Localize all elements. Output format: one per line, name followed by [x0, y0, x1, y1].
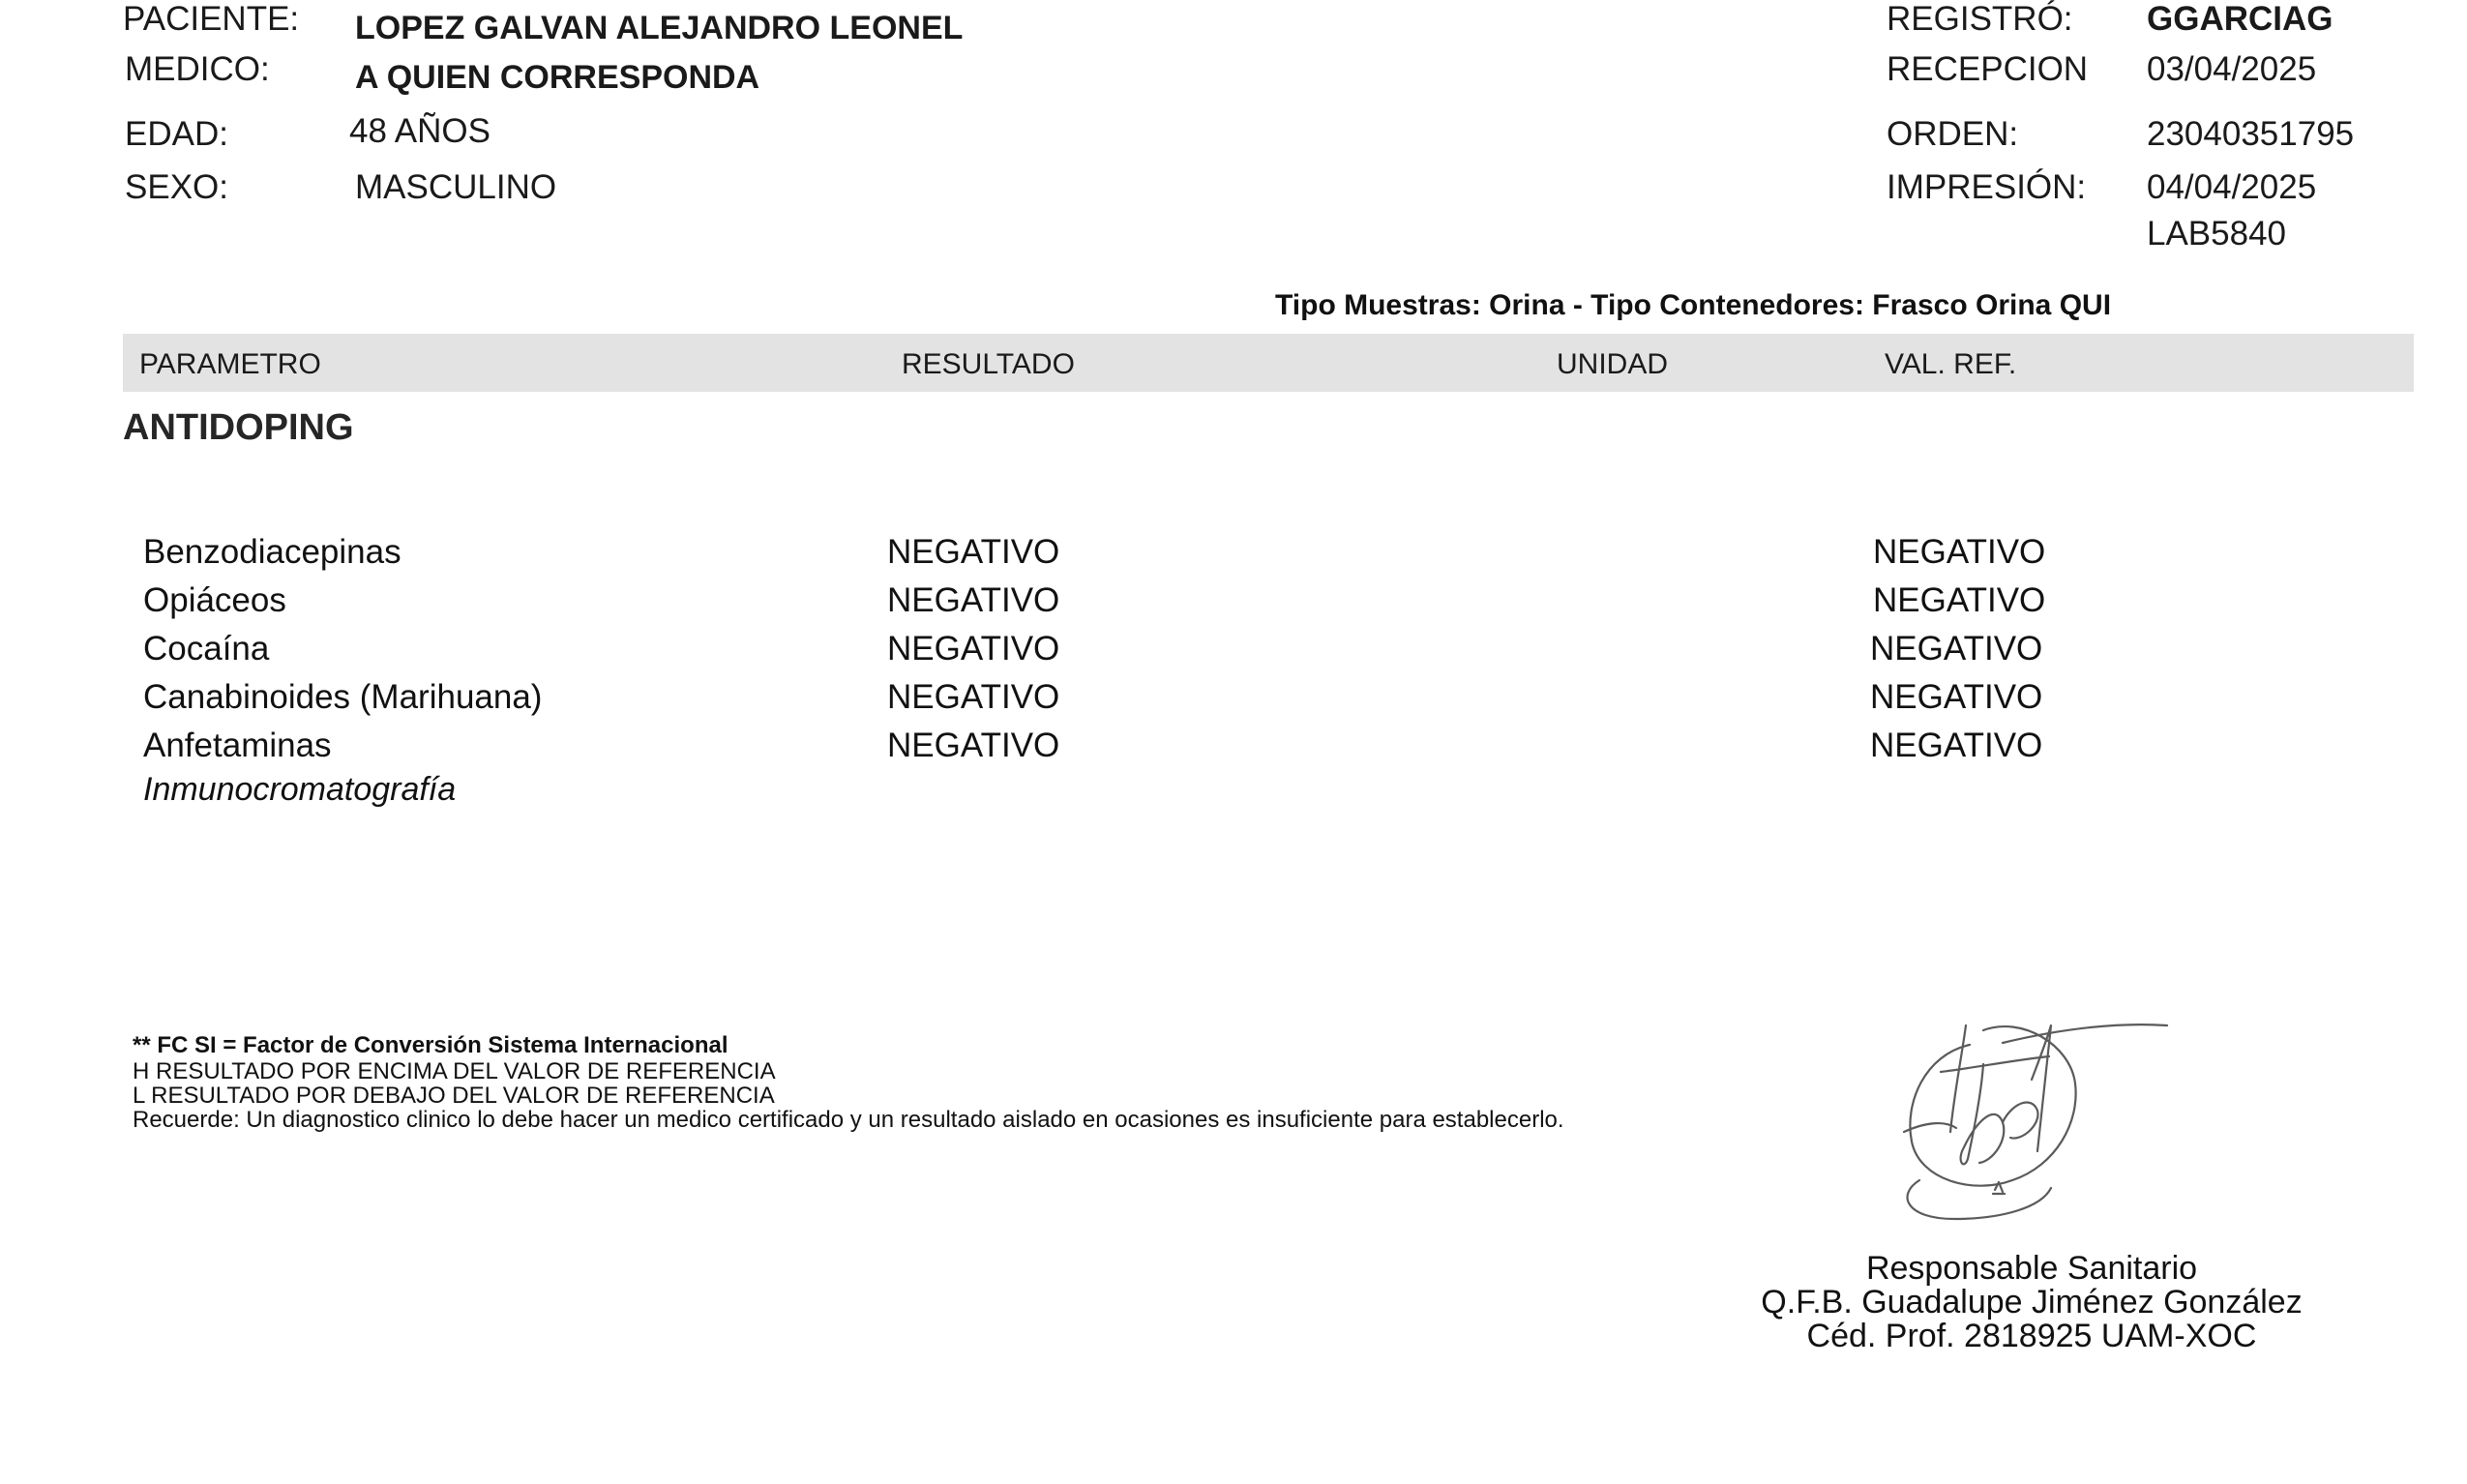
doctor-name: A QUIEN CORRESPONDA: [355, 59, 760, 96]
age-label: EDAD:: [125, 115, 228, 153]
row-parameter: Cocaína: [143, 630, 270, 668]
orden-label: ORDEN:: [1887, 115, 2019, 153]
sex-value: MASCULINO: [355, 168, 557, 206]
signature-name: Q.F.B. Guadalupe Jiménez González: [1761, 1284, 2303, 1321]
impresion-label: IMPRESIÓN:: [1887, 168, 2087, 206]
col-header-unidad: UNIDAD: [1557, 348, 1669, 380]
orden-value: 23040351795: [2147, 115, 2355, 153]
row-parameter: Canabinoides (Marihuana): [143, 678, 543, 716]
patient-name: LOPEZ GALVAN ALEJANDRO LEONEL: [355, 10, 964, 46]
sample-info: Tipo Muestras: Orina - Tipo Contenedores: Frasco Orina QUI: [1275, 289, 2112, 321]
signature-title: Responsable Sanitario: [1865, 1250, 2198, 1287]
patient-label: PACIENTE:: [123, 0, 300, 38]
row-reference: NEGATIVO: [1870, 727, 2043, 764]
age-value: 48 AÑOS: [349, 112, 490, 150]
row-reference: NEGATIVO: [1870, 678, 2043, 716]
signature-license: Céd. Prof. 2818925 UAM-XOC: [1806, 1318, 2257, 1354]
sex-label: SEXO:: [125, 168, 228, 206]
lab-code: LAB5840: [2147, 215, 2287, 252]
doctor-label: MEDICO:: [125, 50, 270, 88]
signature-image: [1887, 987, 2177, 1238]
impresion-value: 04/04/2025: [2147, 168, 2317, 206]
row-result: NEGATIVO: [887, 533, 1060, 571]
row-result: NEGATIVO: [887, 678, 1060, 716]
footnote-high: H RESULTADO POR ENCIMA DEL VALOR DE REFERENCIA: [133, 1058, 776, 1084]
footnote-fc: ** FC SI = Factor de Conversión Sistema Internacional: [133, 1032, 728, 1058]
col-header-valref: VAL. REF.: [1885, 348, 2017, 380]
row-result: NEGATIVO: [887, 727, 1060, 764]
row-reference: NEGATIVO: [1873, 533, 2046, 571]
row-parameter: Opiáceos: [143, 581, 286, 619]
row-parameter: Benzodiacepinas: [143, 533, 401, 571]
row-reference: NEGATIVO: [1870, 630, 2043, 668]
col-header-parametro: PARAMETRO: [139, 348, 321, 380]
row-parameter: Anfetaminas: [143, 727, 332, 764]
row-reference: NEGATIVO: [1873, 581, 2046, 619]
table-header-band: [123, 334, 2414, 392]
row-result: NEGATIVO: [887, 581, 1060, 619]
method-note: Inmunocromatografía: [143, 771, 457, 808]
col-header-resultado: RESULTADO: [902, 348, 1075, 380]
recepcion-value: 03/04/2025: [2147, 50, 2317, 88]
footnote-low: L RESULTADO POR DEBAJO DEL VALOR DE REFERENCIA: [133, 1083, 775, 1109]
recepcion-label: RECEPCION: [1887, 50, 2089, 88]
section-title: ANTIDOPING: [123, 407, 354, 448]
registro-value: GGARCIAG: [2147, 0, 2333, 38]
footnote-reminder: Recuerde: Un diagnostico clinico lo debe hacer un medico certificado y un resultado aislado en ocasiones es insuficiente para establecerlo.: [133, 1107, 1564, 1133]
registro-label: REGISTRÓ:: [1887, 0, 2073, 38]
row-result: NEGATIVO: [887, 630, 1060, 668]
